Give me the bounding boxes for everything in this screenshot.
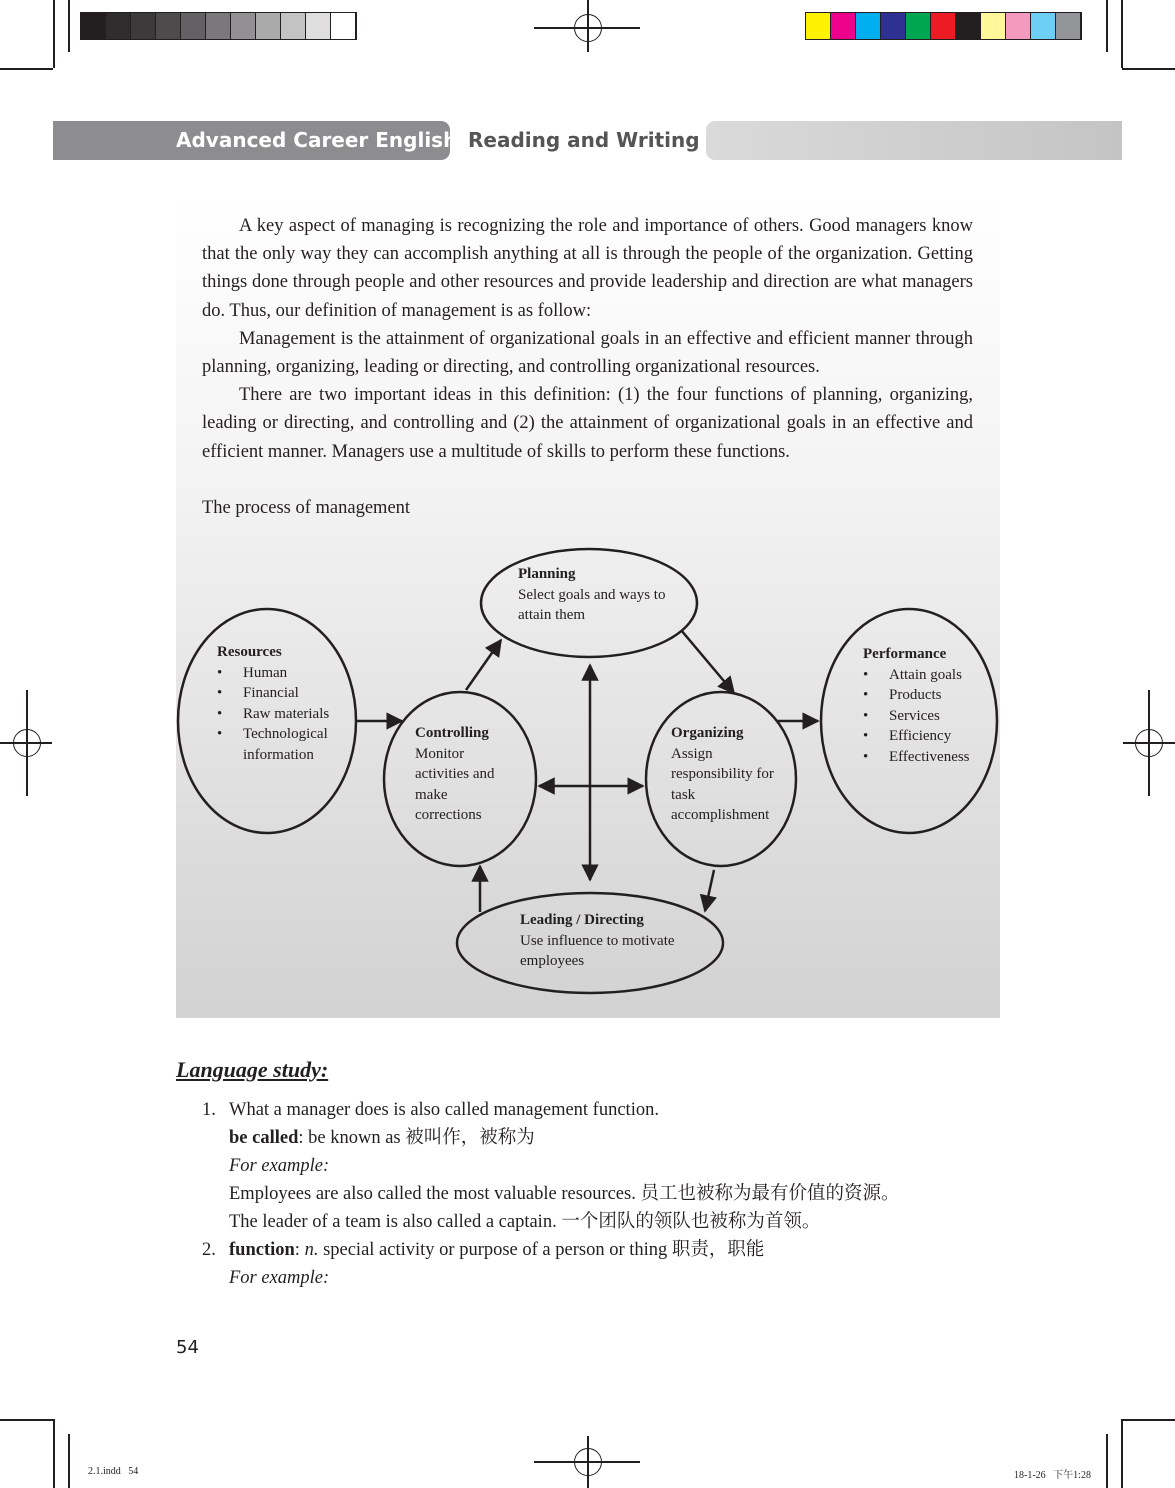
paragraph-2: Management is the attainment of organizational goals in an effective and efficient manner through planning, organizing, leading or directing, and controlling organizational resources. [202, 328, 973, 378]
arrow-organizing-to-leading [705, 870, 714, 911]
book-title: Advanced Career English [176, 128, 458, 152]
leading-title: Leading / Directing [520, 912, 644, 928]
item-1-example-1: Employees are also called the most valuable resources. 员工也被称为最有价值的资源。 [229, 1184, 900, 1204]
controlling-title: Controlling [415, 725, 489, 741]
organizing-box [671, 723, 783, 826]
item-1-sentence: What a manager does is also called management function. [229, 1100, 659, 1120]
resources-title: Resources [217, 644, 282, 660]
controlling-box [415, 723, 515, 826]
paragraph-1: A key aspect of managing is recognizing the role and importance of others. Good managers know that the only way they can accomplish anything at all is through the people of the organization. Getting things done through people and other resources and provide leadership and direction are what managers do. Thus, our definition of management is as follow: [202, 216, 973, 321]
slug-timestamp: 18-1-26 下午1:28 [1014, 1470, 1091, 1481]
list-item: • Efficiency [863, 726, 983, 747]
page-number: 54 [176, 1337, 199, 1358]
item-number: 2. [202, 1240, 216, 1260]
list-item: • Financial [217, 683, 347, 704]
leading-desc: Use influence to motivate employees [520, 932, 675, 970]
performance-list [863, 665, 983, 768]
item-1-term: be called [229, 1128, 299, 1148]
planning-desc: Select goals and ways to attain them [518, 586, 666, 624]
leading-box [520, 910, 695, 972]
item-1-definition-line [229, 1124, 982, 1152]
list-item: • Effectiveness [863, 747, 983, 768]
planning-box [518, 564, 688, 626]
performance-title: Performance [863, 646, 947, 662]
item-1-definition: : be known as 被叫作，被称为 [298, 1128, 535, 1148]
list-item: • Raw materials [217, 704, 347, 725]
item-1-example-label: For example: [229, 1156, 330, 1176]
diagram-caption: The process of management [202, 498, 411, 518]
controlling-desc: Monitor activities and make corrections [415, 745, 495, 824]
list-item: • Technological information [217, 724, 347, 765]
resources-list [217, 663, 347, 766]
planning-title: Planning [518, 566, 576, 582]
item-2-pos: n. [304, 1240, 319, 1260]
item-2-definition: special activity or purpose of a person or thing 职责，职能 [323, 1240, 765, 1260]
item-2-term: function [229, 1240, 295, 1260]
resources-box [217, 642, 347, 766]
list-item: • Products [863, 685, 983, 706]
item-number: 1. [202, 1100, 216, 1120]
arrow-controlling-to-planning [466, 640, 501, 690]
organizing-desc: Assign responsibility for task accomplishment [671, 745, 774, 824]
list-item: • Services [863, 706, 983, 727]
item-1-example-2: The leader of a team is also called a captain. 一个团队的领队也被称为首领。 [229, 1212, 821, 1232]
arrow-planning-to-organizing [681, 630, 734, 693]
language-study-title: Language study: [176, 1057, 329, 1082]
slug-file: 2.1.indd 54 [88, 1466, 139, 1477]
language-study-item-1 [202, 1096, 982, 1292]
organizing-title: Organizing [671, 725, 744, 741]
list-item: • Attain goals [863, 665, 983, 686]
item-2-definition-line: function: n. special activity or purpose of a person or thing 职责，职能 [229, 1240, 765, 1260]
item-2-example-label: For example: [229, 1268, 330, 1288]
paragraph-3: There are two important ideas in this definition: (1) the four functions of planning, organizing, leading or directing, and controlling and (2) the attainment of organizational goals in an effective and efficient manner. Managers use a multitude of skills to perform these functions. [202, 385, 973, 462]
list-item: • Human [217, 663, 347, 684]
performance-box [863, 644, 983, 768]
section-title: Reading and Writing [468, 128, 700, 152]
